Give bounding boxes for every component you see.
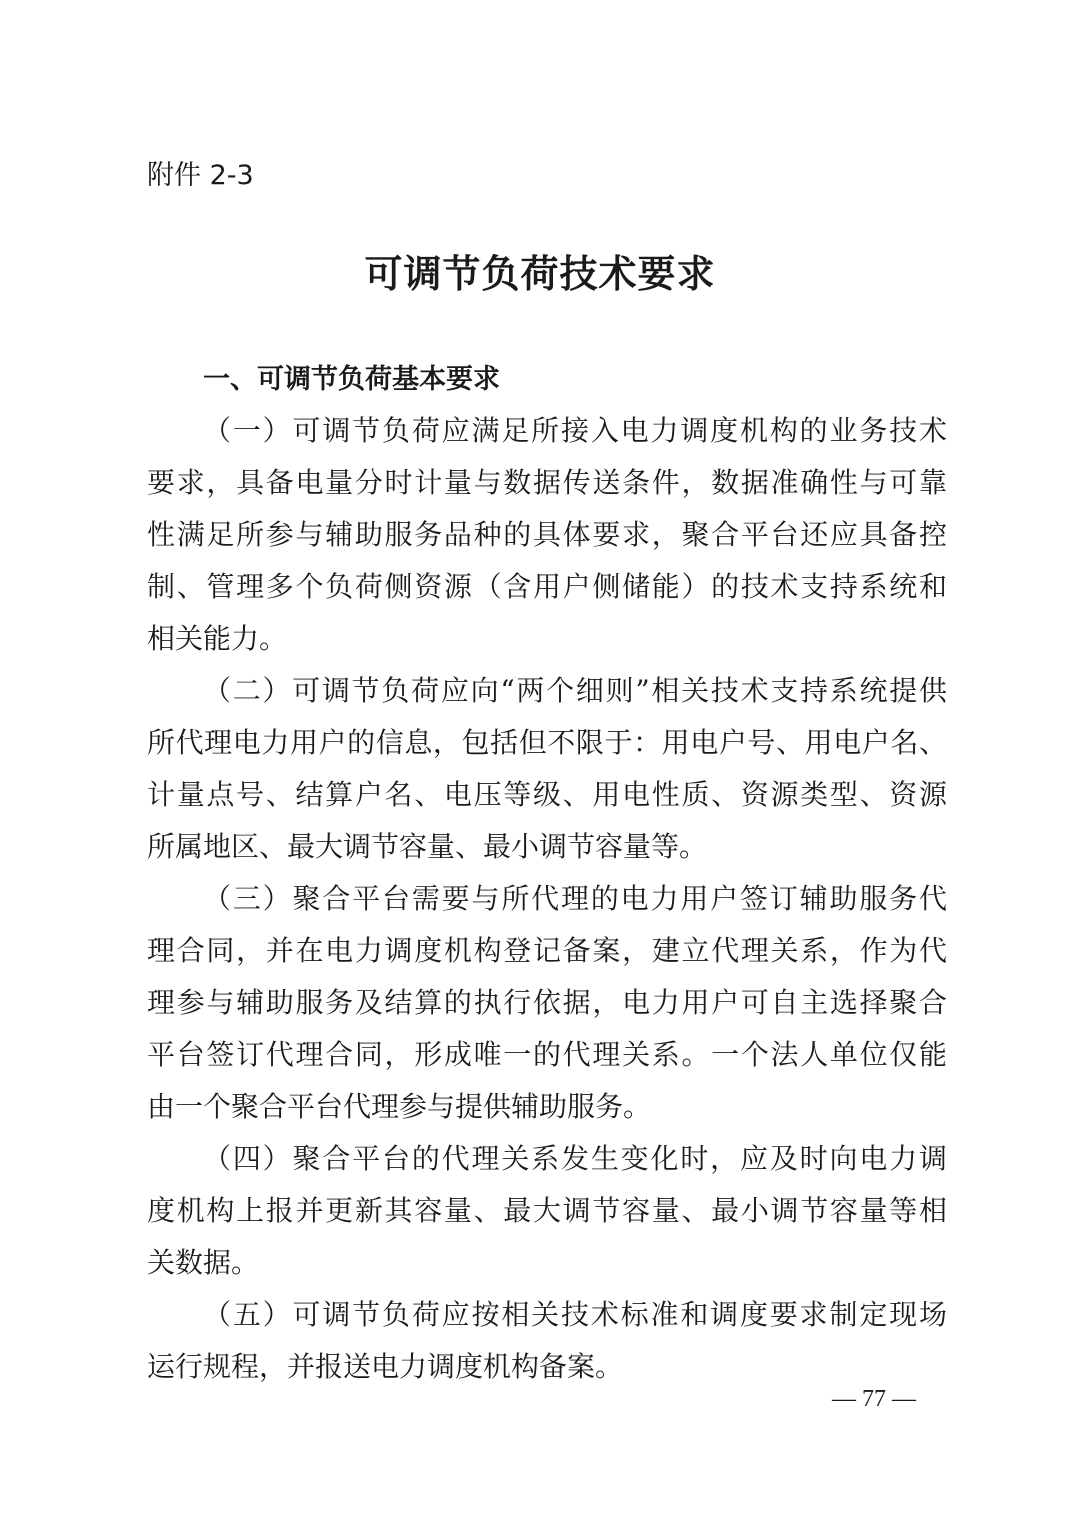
section-heading: 一、可调节负荷基本要求 bbox=[203, 364, 500, 395]
paragraph-line: （三）聚合平台需要与所代理的电力用户签订辅助服务代 bbox=[203, 882, 947, 915]
paragraph-1 bbox=[147, 405, 947, 665]
paragraph-line: （一）可调节负荷应满足所接入电力调度机构的业务技术 bbox=[203, 414, 947, 447]
paragraph-line: 平台签订代理合同，形成唯一的代理关系。一个法人单位仅能 bbox=[147, 1038, 947, 1071]
page-number: — 77 — bbox=[832, 1386, 916, 1412]
paragraph-line: 运行规程，并报送电力调度机构备案。 bbox=[147, 1350, 624, 1383]
attachment-label: 附件 2-3 bbox=[147, 160, 254, 191]
paragraph-line: 关数据。 bbox=[147, 1246, 260, 1279]
paragraph-line: 计量点号、结算户名、电压等级、用电性质、资源类型、资源 bbox=[147, 778, 947, 811]
paragraph-line: 要求，具备电量分时计量与数据传送条件，数据准确性与可靠 bbox=[147, 466, 947, 499]
paragraph-3 bbox=[147, 873, 947, 1133]
paragraph-line: （五）可调节负荷应按相关技术标准和调度要求制定现场 bbox=[203, 1298, 947, 1331]
paragraph-line: 制、管理多个负荷侧资源（含用户侧储能）的技术支持系统和 bbox=[147, 570, 947, 603]
paragraph-4 bbox=[147, 1133, 947, 1289]
paragraph-line: 所属地区、最大调节容量、最小调节容量等。 bbox=[147, 830, 708, 863]
paragraph-line: 理参与辅助服务及结算的执行依据，电力用户可自主选择聚合 bbox=[147, 986, 947, 1019]
paragraph-2 bbox=[147, 665, 947, 873]
document-title: 可调节负荷技术要求 bbox=[364, 252, 716, 296]
paragraph-5 bbox=[147, 1289, 947, 1393]
paragraph-line: （二）可调节负荷应向“两个细则”相关技术支持系统提供 bbox=[203, 674, 947, 707]
body-text bbox=[147, 405, 947, 1393]
paragraph-line: 性满足所参与辅助服务品种的具体要求，聚合平台还应具备控 bbox=[147, 518, 947, 551]
paragraph-line: 理合同，并在电力调度机构登记备案，建立代理关系，作为代 bbox=[147, 934, 947, 967]
paragraph-line: 由一个聚合平台代理参与提供辅助服务。 bbox=[147, 1090, 652, 1123]
paragraph-line: 相关能力。 bbox=[147, 622, 288, 655]
paragraph-line: （四）聚合平台的代理关系发生变化时，应及时向电力调 bbox=[203, 1142, 947, 1175]
paragraph-line: 所代理电力用户的信息，包括但不限于：用电户号、用电户名、 bbox=[147, 726, 947, 759]
paragraph-line: 度机构上报并更新其容量、最大调节容量、最小调节容量等相 bbox=[147, 1194, 947, 1227]
